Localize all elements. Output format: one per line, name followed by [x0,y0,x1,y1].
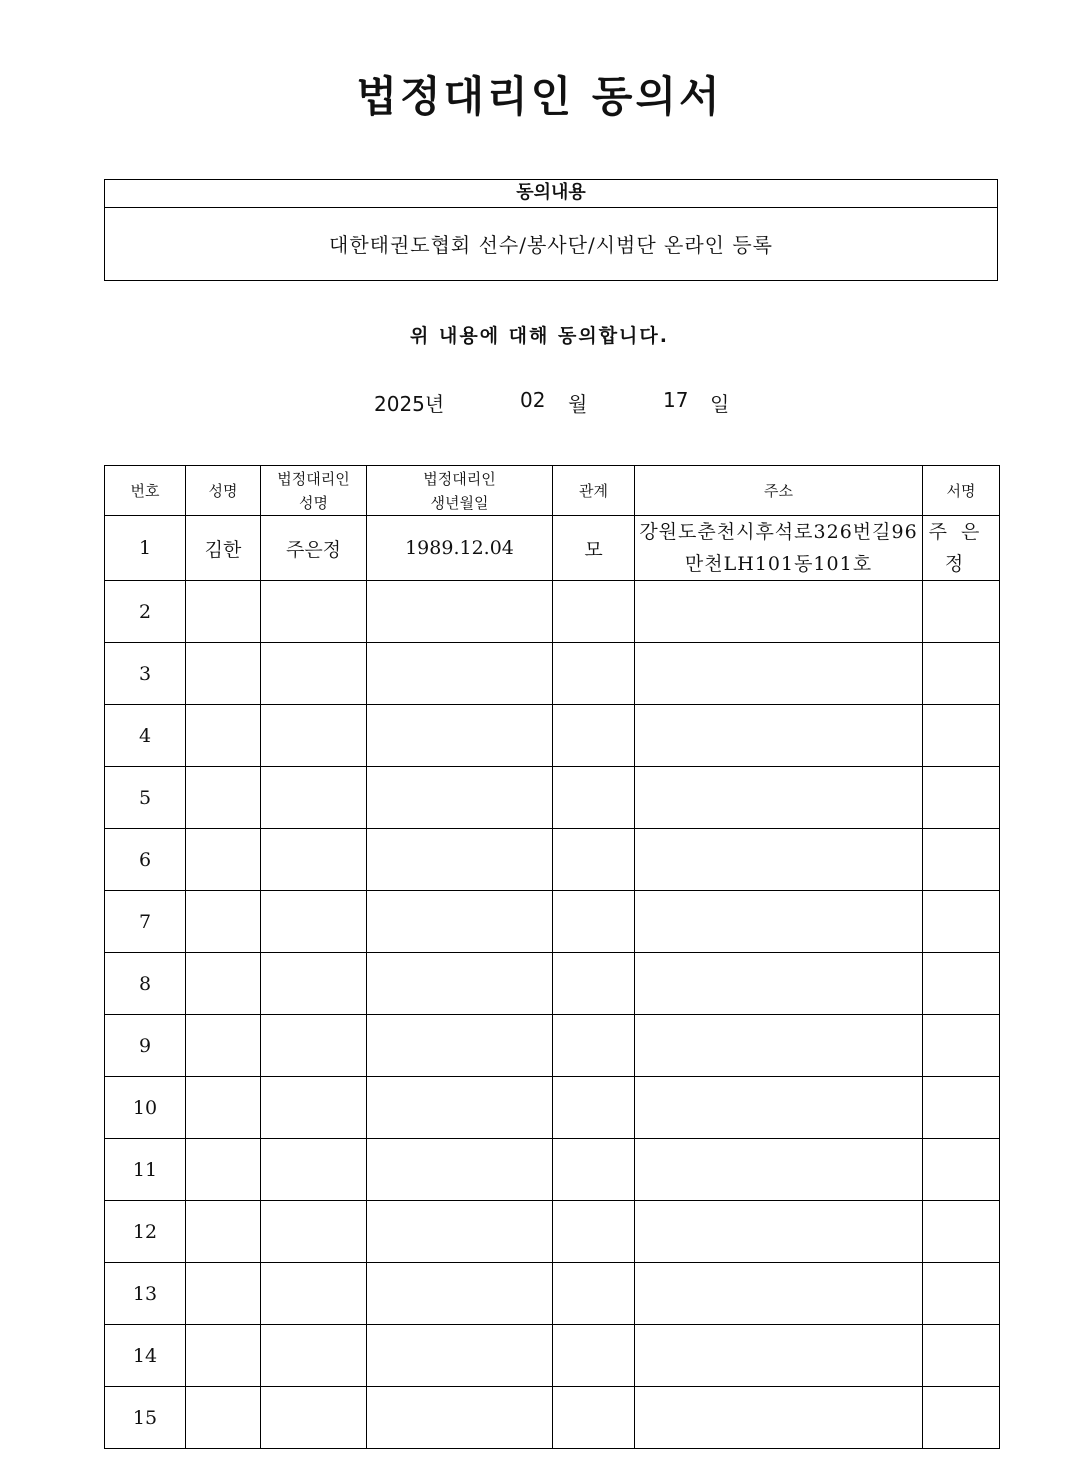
cell-address [635,891,923,953]
cell-guardian-name [261,1201,367,1263]
header-guardian-birth [367,466,553,516]
cell-address [635,1387,923,1449]
cell-guardian-birth [367,1201,553,1263]
cell-guardian-birth [367,829,553,891]
consent-body: 대한태권도협회 선수/봉사단/시범단 온라인 등록 [329,233,773,257]
cell-signature [923,643,1000,705]
cell-number: 8 [105,953,186,1015]
cell-guardian-birth [367,705,553,767]
cell-address [635,705,923,767]
header-address: 주소 [635,466,923,516]
cell-number: 13 [105,1263,186,1325]
table-row [105,1139,1000,1201]
cell-address [635,1015,923,1077]
header-guardian-birth-line2: 생년월일 [430,493,489,512]
cell-address [635,1077,923,1139]
consent-content-box [104,179,998,281]
cell-name [186,1387,261,1449]
date-month: 02 [520,388,546,412]
cell-relation [553,1387,635,1449]
cell-guardian-birth [367,1077,553,1139]
cell-name [186,829,261,891]
cell-name [186,767,261,829]
cell-guardian-birth [367,1263,553,1325]
table-row [105,767,1000,829]
cell-address [635,643,923,705]
cell-guardian-birth [367,891,553,953]
cell-guardian-name [261,1263,367,1325]
document-title: 법정대리인 동의서 [356,72,723,121]
cell-number: 9 [105,1015,186,1077]
consent-header: 동의내용 [105,180,997,208]
header-guardian-name-line2: 성명 [299,493,328,512]
cell-guardian-name [261,581,367,643]
cell-signature [923,767,1000,829]
cell-guardian-name [261,1077,367,1139]
date-day: 17 [663,388,689,412]
cell-name: 김한 [186,516,261,581]
cell-relation [553,643,635,705]
guardian-table [104,465,1000,1449]
cell-relation [553,767,635,829]
cell-signature [923,1201,1000,1263]
cell-number: 7 [105,891,186,953]
cell-address [635,1263,923,1325]
cell-guardian-birth [367,1139,553,1201]
cell-number: 6 [105,829,186,891]
header-name: 성명 [186,466,261,516]
cell-guardian-birth [367,1015,553,1077]
cell-name [186,891,261,953]
cell-relation [553,1139,635,1201]
date-month-unit: 월 [568,392,588,416]
cell-guardian-birth: 1989.12.04 [367,516,553,581]
cell-guardian-name [261,1015,367,1077]
cell-guardian-name [261,829,367,891]
cell-guardian-name [261,953,367,1015]
cell-address [635,1201,923,1263]
cell-guardian-name [261,891,367,953]
cell-guardian-birth [367,643,553,705]
cell-address [635,829,923,891]
cell-relation [553,705,635,767]
cell-address [635,953,923,1015]
table-row [105,581,1000,643]
table-row [105,953,1000,1015]
table-header-row [105,466,1000,516]
cell-address: 강원도춘천시후석로326번길96 만천LH101동101호 [635,516,923,581]
cell-address [635,767,923,829]
cell-name [186,1139,261,1201]
cell-signature [923,581,1000,643]
cell-name [186,1201,261,1263]
table-row [105,1387,1000,1449]
cell-number: 11 [105,1139,186,1201]
cell-guardian-birth [367,953,553,1015]
cell-number: 14 [105,1325,186,1387]
table-row [105,1077,1000,1139]
table-row [105,1015,1000,1077]
cell-guardian-birth [367,581,553,643]
cell-relation [553,953,635,1015]
cell-relation: 모 [553,516,635,581]
cell-guardian-name: 주은정 [261,516,367,581]
cell-number: 4 [105,705,186,767]
table-row [105,643,1000,705]
header-guardian-birth-line1: 법정대리인 [423,469,496,488]
header-signature: 서명 [923,466,1000,516]
cell-signature [923,1387,1000,1449]
table-row [105,516,1000,581]
cell-guardian-birth [367,1387,553,1449]
cell-relation [553,1201,635,1263]
cell-signature [923,1015,1000,1077]
date-year: 2025년 [374,392,445,416]
cell-number: 2 [105,581,186,643]
cell-signature [923,891,1000,953]
cell-name [186,953,261,1015]
cell-guardian-birth [367,1325,553,1387]
cell-number: 5 [105,767,186,829]
agreement-statement: 위 내용에 대해 동의합니다. [410,325,669,347]
table-row [105,1263,1000,1325]
table-row [105,705,1000,767]
cell-name [186,1015,261,1077]
cell-relation [553,1077,635,1139]
header-relation: 관계 [553,466,635,516]
header-guardian-name [261,466,367,516]
header-number: 번호 [105,466,186,516]
cell-signature: 주은정 [923,516,1000,581]
cell-address [635,1325,923,1387]
cell-guardian-name [261,643,367,705]
cell-guardian-name [261,1387,367,1449]
date-day-unit: 일 [710,392,730,416]
cell-guardian-birth [367,767,553,829]
cell-signature [923,1139,1000,1201]
cell-name [186,1263,261,1325]
cell-relation [553,891,635,953]
cell-guardian-name [261,1139,367,1201]
cell-number: 1 [105,516,186,581]
cell-signature [923,1263,1000,1325]
cell-relation [553,581,635,643]
cell-guardian-name [261,705,367,767]
cell-signature [923,1325,1000,1387]
cell-number: 3 [105,643,186,705]
table-row [105,891,1000,953]
cell-relation [553,1263,635,1325]
cell-guardian-name [261,767,367,829]
header-guardian-name-line1: 법정대리인 [277,469,350,488]
cell-name [186,705,261,767]
cell-number: 12 [105,1201,186,1263]
cell-address [635,581,923,643]
cell-number: 15 [105,1387,186,1449]
table-row [105,829,1000,891]
cell-signature [923,953,1000,1015]
table-row [105,1201,1000,1263]
cell-name [186,1077,261,1139]
table-row [105,1325,1000,1387]
cell-name [186,581,261,643]
cell-signature [923,705,1000,767]
cell-relation [553,1015,635,1077]
cell-name [186,1325,261,1387]
cell-signature [923,1077,1000,1139]
cell-name [186,643,261,705]
cell-number: 10 [105,1077,186,1139]
cell-address [635,1139,923,1201]
cell-signature [923,829,1000,891]
cell-relation [553,1325,635,1387]
cell-guardian-name [261,1325,367,1387]
cell-relation [553,829,635,891]
